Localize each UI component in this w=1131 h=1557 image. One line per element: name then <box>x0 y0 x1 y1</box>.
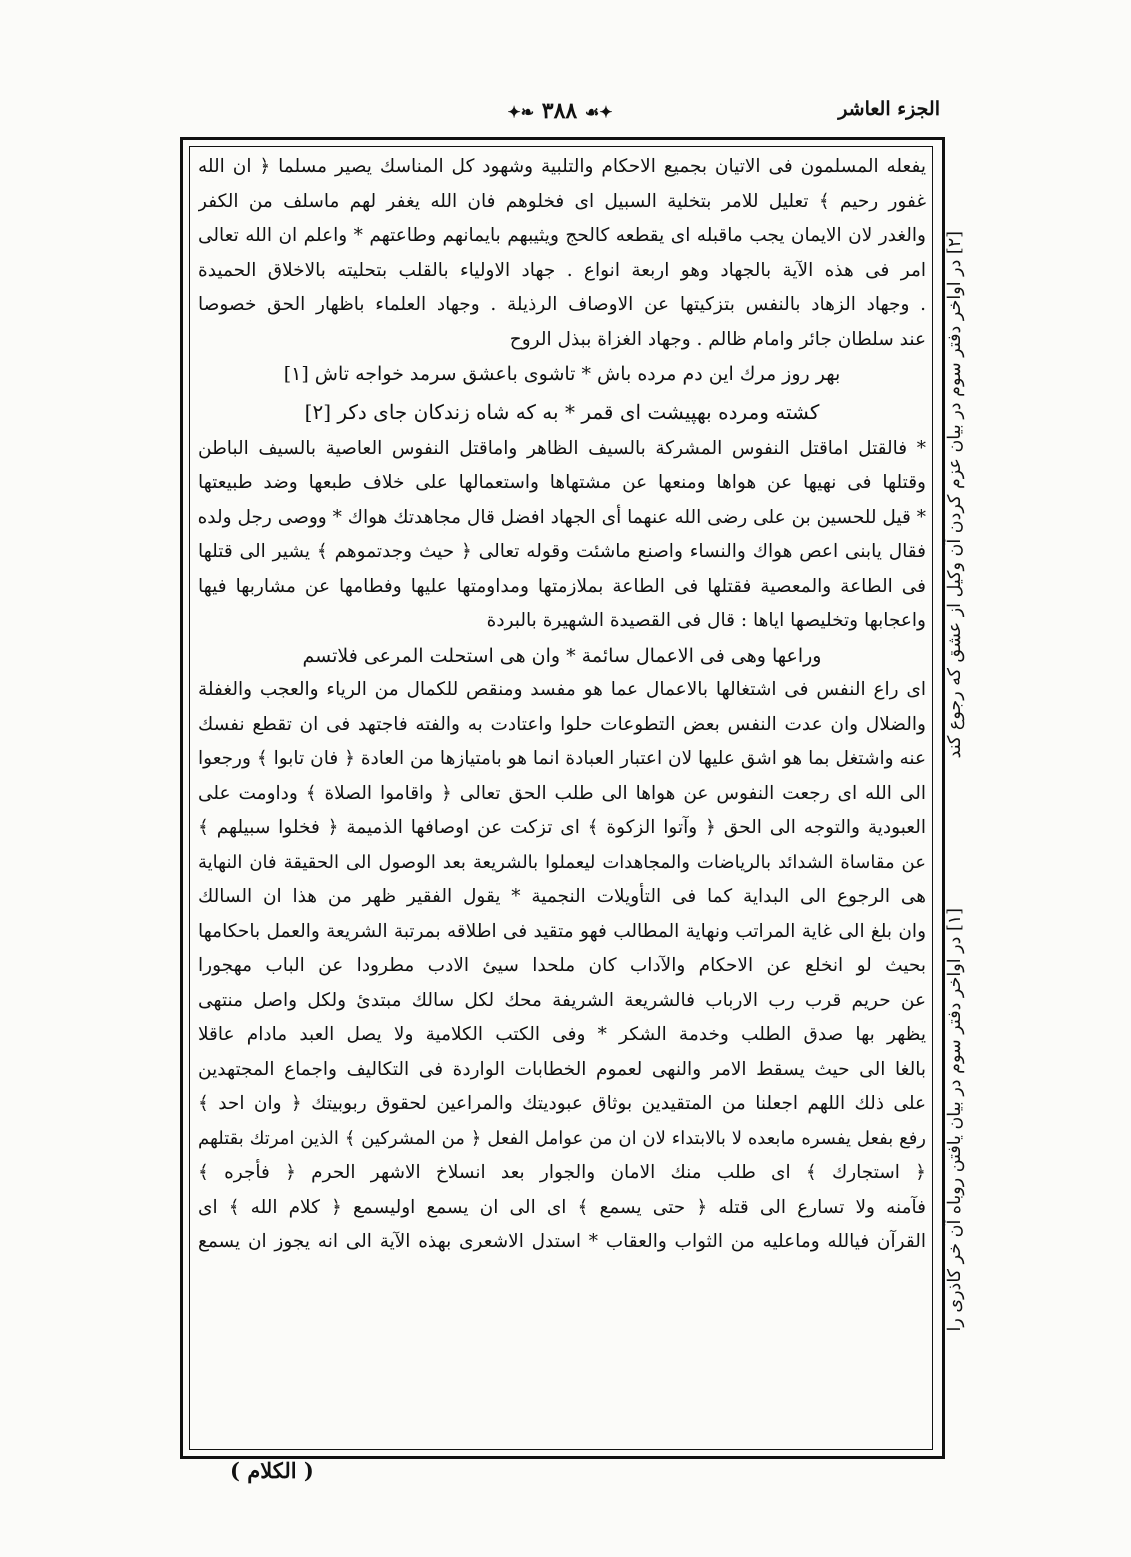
text-line: فقال يابنى اعص هواك والنساء واصنع ماشئت وقوله تعالى ﴿ حيث وجدتموهم ﴾ يشير الى قتلها <box>198 541 926 562</box>
text-line: فآمنه ولا تسارع الى قتله ﴿ حتى يسمع ﴾ اى الى ان يسمع اوليسمع ﴿ كلام الله ﴾ اى <box>198 1196 926 1218</box>
text-line: الى الله اى رجعت النفوس عن هواها الى طلب الحق تعالى ﴿ واقاموا الصلاة ﴾ وداومت على <box>198 782 926 804</box>
text-line: عن مقاساة الشدائد بالرياضات والمجاهدات ليعملوا بالشريعة بعد الوصول الى الحقيقة فان النهاية <box>198 851 926 873</box>
text-line: بحيث لو انخلع عن الاحكام والآداب كان ملحدا سيئ الادب مطرودا عن الباب مهجورا <box>198 955 926 976</box>
text-line: امر فى هذه الآية بالجهاد وهو اربعة انواع . جهاد الاولياء بالقلب بتحليته بالاخلاق الحميدة <box>198 259 926 281</box>
text-line: على ذلك اللهم اجعلنا من المتقيدين بوثاق عبوديتك والمراعين لحقوق ربوبيتك ﴿ وان احد ﴾ <box>198 1093 926 1114</box>
verse-line: وراعها وهى فى الاعمال سائمة * وان هى استحلت المرعى فلاتسم <box>302 644 822 667</box>
margin-note-1 <box>938 780 972 1460</box>
margin-note-2 <box>938 165 972 825</box>
ornament-left-icon: ✦❧ <box>507 102 535 122</box>
text-line: * قيل للحسين بن على رضى الله عنهما أى الجهاد افضل قال مجاهدتك هواك * ووصى رجل ولده <box>198 506 926 528</box>
text-line: * فالقتل اماقتل النفوس المشركة بالسيف الظاهر واماقتل النفوس العاصية بالسيف الباطن <box>198 437 926 459</box>
main-text <box>198 150 926 1446</box>
text-line: رفع بفعل يفسره مابعده لا بالابتداء لان ان من عوامل الفعل ﴿ من المشركين ﴾ الذين امرتك بقتلهم <box>198 1127 926 1149</box>
text-line: عند سلطان جائر وامام ظالم . وجهاد الغزاة ببذل الروح <box>509 328 926 350</box>
margin-note-1-text: [١] در اواخر دفتر سوم در بيان يافتن روباه آن خر كاذرى را <box>945 908 965 1332</box>
text-line: وان بلغ الى غاية المراتب ونهاية المطالب فهو متقيد فى اطلاقه بمرتبة الشريعة والعمل باحكامها <box>198 920 926 942</box>
page-number <box>480 98 640 124</box>
text-line: ﴿ استجارك ﴾ اى طلب منك الامان والجوار بعد انسلاخ الاشهر الحرم ﴿ فأجره ﴾ <box>198 1162 926 1183</box>
text-line: واعجابها وتخليصها اياها : قال فى القصيدة الشهيرة بالبردة <box>486 610 926 631</box>
text-line: . وجهاد الزهاد بالنفس بتزكيتها عن الاوصاف الرذيلة . وجهاد العلماء باظهار الحق خصوصا <box>198 294 926 315</box>
text-line: غفور رحيم ﴾ تعليل للامر بتخلية السبيل اى فخلوهم فان الله يغفر لهم ماسلف من الكفر <box>198 190 926 212</box>
margin-note-2-text: [٢] در اواخر دفتر سوم در بيان عزم كردن آن وكيل از عشق كه رجوع كند <box>945 231 965 759</box>
text-line: اى راع النفس فى اشتغالها بالاعمال عما هو مفسد ومنقص للكمال من الرياء والعجب والغفلة <box>198 679 926 700</box>
page-header <box>180 96 940 130</box>
part-label: الجزء العاشر <box>838 98 940 120</box>
text-line: العبودية والتوجه الى الحق ﴿ وآتوا الزكوة ﴾ اى تزكت عن اوصافها الذميمة ﴿ فخلوا سبيلهم ﴾ <box>198 817 926 838</box>
ornament-right-icon: ☙✦ <box>584 102 613 122</box>
page-number-value: ٣٨٨ <box>541 98 578 124</box>
catchword: ( الكلام ) <box>230 1458 314 1483</box>
text-line: عن حريم قرب رب الارباب فالشريعة الشريفة محك لكل سالك مبتدئ ولكل واصل منتهى <box>198 989 926 1011</box>
text-line: القرآن فيالله وماعليه من الثواب والعقاب * استدل الاشعرى بهذه الآية الى انه يجوز ان يسمع <box>198 1231 926 1252</box>
text-line: فى الطاعة والمعصية فقتلها فى الطاعة بملازمتها ومداومتها عليها وفطامها عن مشاربها فيها <box>198 575 926 597</box>
verse-line: كشته ومرده بهپيشت اى قمر * به كه شاه زندكان جاى دكر [٢] <box>304 399 820 424</box>
text-line: هى الرجوع الى البداية كما فى التأويلات النجمية * يقول الفقير ظهر من هذا ان السالك <box>198 886 926 907</box>
text-line: والغدر لان الايمان يجب ماقبله اى يقطعه كالحج ويثيبهم بايمانهم وطاعتهم * واعلم ان الله تعالى <box>198 225 926 246</box>
text-line: وقتلها فى نهيها عن هواها ومنعها عن مشتهاها واستعمالها على خلاف طبعها وضد طبيعتها <box>198 472 926 493</box>
text-line: عنه واشتغل بما هو اشق عليها لان اعتبار العبادة انما هو بامتيازها من العادة ﴿ فان تابوا ﴾ ورجعوا <box>198 748 926 769</box>
verse-line: بهر روز مرك اين دم مرده باش * تاشوى باعشق سرمد خواجه تاش [١] <box>283 363 841 385</box>
text-line: والضلال وان عدت النفس بعض التطوعات حلوا واعتادت به والفته فاجتهد فى ان تقطع نفسك <box>198 713 926 735</box>
text-line: يظهر بها صدق الطلب وخدمة الشكر * وفى الكتب الكلامية ولا يصل العبد مادام عاقلا <box>198 1024 926 1045</box>
text-line: يفعله المسلمون فى الاتيان بجميع الاحكام والتلبية وشهود كل المناسك يصير مسلما ﴿ ان الله <box>198 156 926 177</box>
text-line: بالغا الى حيث يسقط الامر والنهى لعموم الخطابات الواردة فى التكاليف واجماع المجتهدين <box>198 1058 926 1080</box>
